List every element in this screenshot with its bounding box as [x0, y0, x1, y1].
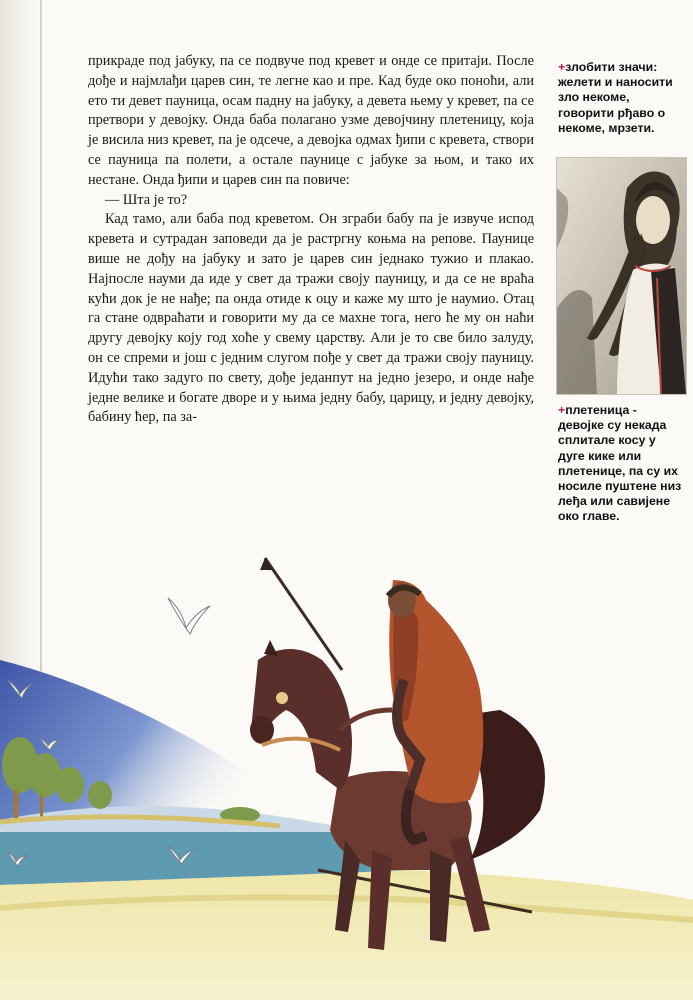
note-plus-icon: +	[558, 60, 566, 74]
note-plus-icon: +	[558, 403, 566, 417]
girl-portrait-icon	[557, 158, 686, 394]
glossary-term: плетеница	[565, 403, 630, 417]
horseman-scene-icon	[0, 540, 693, 1000]
story-text	[88, 52, 534, 428]
portrait-image	[556, 157, 687, 395]
glossary-note-zlobiti	[558, 60, 682, 136]
glossary-note-pletenica	[558, 403, 682, 525]
glossary-term: злобити	[565, 60, 616, 74]
glossary-definition: - девојке су некада сплитале косу у дуге кике или плетенице, па су их носиле пуштене низ леђа или савијене око главе.	[558, 403, 682, 524]
horseman-illustration	[0, 540, 693, 1000]
story-dialogue: — Шта је то?	[105, 191, 188, 208]
story-paragraph: прикраде под јабуку, па се подвуче под кревет и онде се притаји. После дође и најмлађи царев син, те легне као и пре. Кад буде око поноћи, али ето ти девет пауница, осам падну на јабуку, а девета њему у кревет, па се претвори у девојку. Онда баба полагано узме девојчину плетеницу, која је висила низ кревет, па је одсече, а девојка одмах ђипи с кревета, створи се пауница па полети, а остале паунице с јабуке за њом, и тако их нестане. Онда ђипи и царев син па повиче:	[88, 53, 534, 188]
glossary-definition: значи: желети и наносити зло некоме, говорити рђаво о некоме, мрзети.	[558, 60, 673, 135]
story-paragraph: Кад тамо, али баба под креветом. Он зграби бабу па је извуче испод кревета и сутрадан заповеди да је растргну коњма на репове. Паунице више не дођу на јабуку и зато је царев син једнако тужио и плакао. Најпосле науми да иде у свет да тражи своју пауницу, и да се не враћа кући док је не нађе; па онда отиде к оцу и каже му што је наумио. Отац га стане одвраћати и говорити му да се махне тога, него ће му он наћи другу девојку коју год хоће у свему царству. Али је то све било залуду, он се спреми и још с једним слугом пође у свет да тражи своју пауницу. Идући тако задуго по свету, дође једанпут на једно језеро, и онде нађе једне велике и богате дворе и у њима једну бабу, царицу, и једну девојку, бабину ћер, па за-	[88, 211, 534, 426]
